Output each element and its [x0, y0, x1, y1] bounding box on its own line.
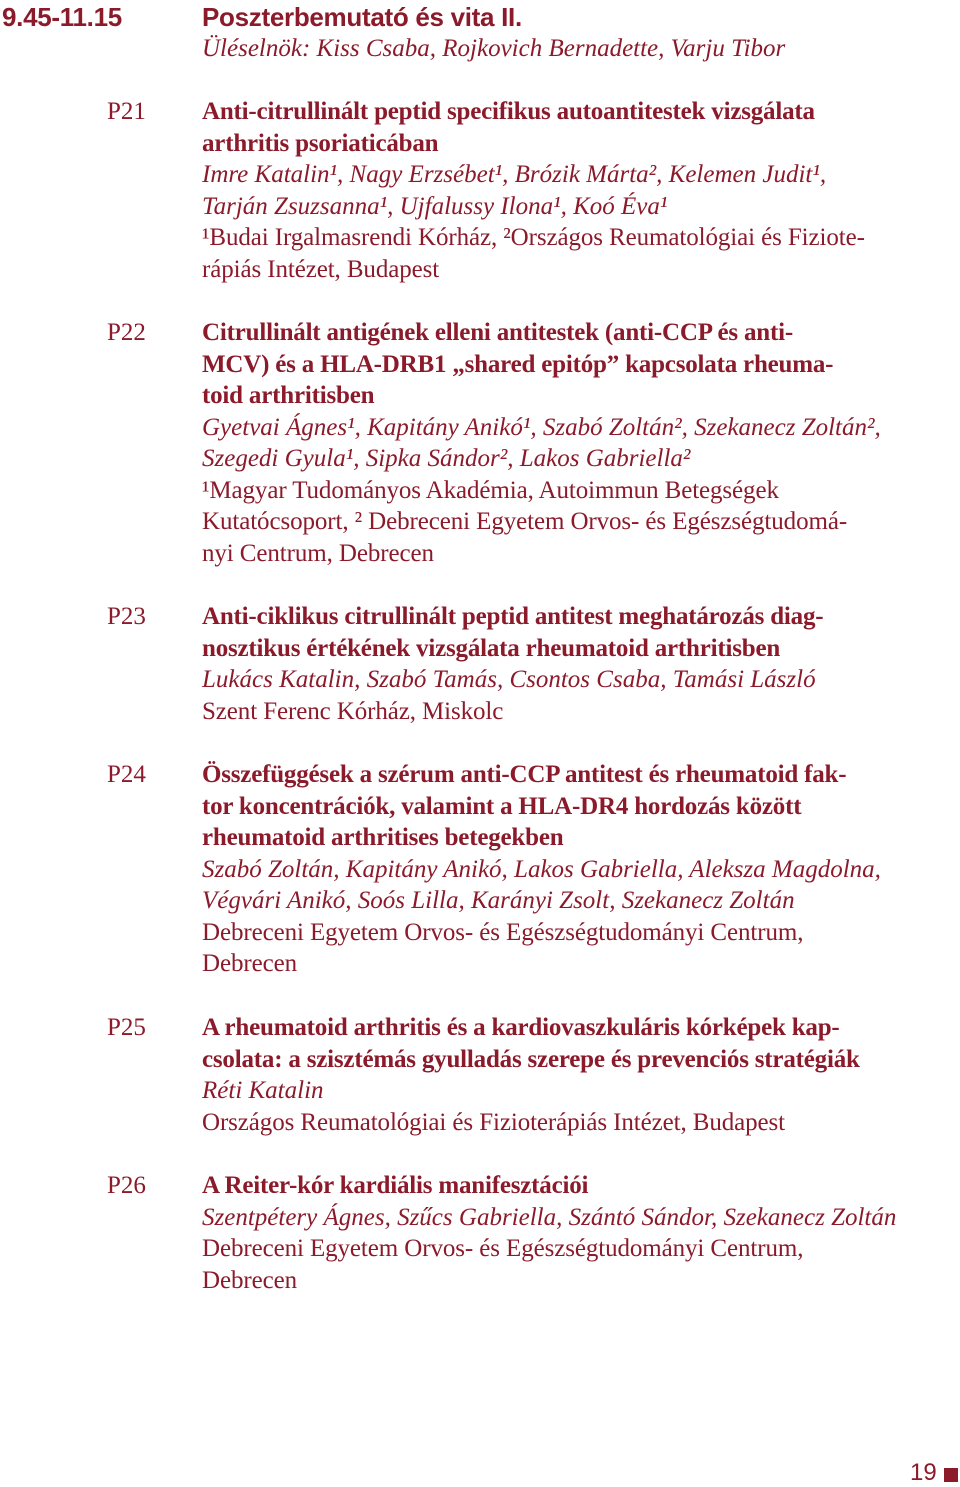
poster-affiliation-line: Szent Ferenc Kórház, Miskolc: [202, 697, 504, 725]
poster-authors-line: Imre Katalin¹, Nagy Erzsébet¹, Brózik Márta², Kelemen Judit¹,: [202, 161, 827, 188]
poster-code: P24: [107, 761, 146, 788]
poster-body: [202, 601, 960, 727]
poster-affiliation-line: nyi Centrum, Debrecen: [202, 539, 434, 567]
poster-affiliation-line: Kutatócsoport, ² Debreceni Egyetem Orvos- és Egészségtudomá-: [202, 508, 848, 535]
session-title: Poszterbemutató és vita II.: [202, 2, 522, 32]
poster-code: P25: [107, 1014, 146, 1041]
poster-body: [202, 759, 960, 980]
poster-title-line: A rheumatoid arthritis és a kardiovaszkuláris kórképek kap-: [202, 1014, 840, 1041]
poster-code: P23: [107, 603, 146, 630]
poster-body: [202, 1170, 960, 1296]
poster-title-line: Citrullinált antigének elleni antitestek (anti-CCP és anti-: [202, 319, 793, 346]
poster-affiliation-line: ¹Budai Irgalmasrendi Kórház, ²Országos Reumatológiai és Fiziote-: [202, 224, 865, 251]
poster-authors-line: Réti Katalin: [202, 1077, 324, 1104]
poster-title-line: csolata: a szisztémás gyulladás szerepe és prevenciós stratégiák: [202, 1045, 860, 1073]
poster-title-line: Anti-citrullinált peptid specifikus autoantitestek vizsgálata: [202, 98, 815, 125]
poster-affiliation-line: Debrecen: [202, 950, 297, 977]
poster-title-line: rheumatoid arthritises betegekben: [202, 824, 564, 851]
session-chairs: Üléselnök: Kiss Csaba, Rojkovich Bernadette, Varju Tibor: [202, 35, 786, 62]
poster-affiliation-line: Debreceni Egyetem Orvos- és Egészségtudományi Centrum,: [202, 918, 804, 946]
page-number-square-icon: [944, 1468, 958, 1482]
page-number: 19: [910, 1459, 937, 1486]
poster-authors-line: Tarján Zsuzsanna¹, Ujfalussy Ilona¹, Koó Éva¹: [202, 192, 668, 220]
poster-affiliation-line: ¹Magyar Tudományos Akadémia, Autoimmun Betegségek: [202, 476, 779, 504]
poster-affiliation-line: Országos Reumatológiai és Fizioterápiás Intézet, Budapest: [202, 1108, 786, 1136]
poster-title-line: toid arthritisben: [202, 382, 375, 409]
poster-code: P22: [107, 319, 146, 346]
poster-title-line: Anti-ciklikus citrullinált peptid antitest meghatározás diag-: [202, 603, 824, 630]
session-time: 9.45-11.15: [2, 2, 122, 32]
poster-authors-line: Szentpétery Ágnes, Szűcs Gabriella, Szántó Sándor, Szekanecz Zoltán: [202, 1203, 897, 1231]
poster-body: [202, 96, 960, 285]
poster-title-line: Összefüggések a szérum anti-CCP antitest és rheumatoid fak-: [202, 761, 847, 788]
poster-body: [202, 317, 960, 569]
poster-authors-line: Lukács Katalin, Szabó Tamás, Csontos Csaba, Tamási László: [202, 666, 816, 693]
poster-authors-line: Gyetvai Ágnes¹, Kapitány Anikó¹, Szabó Zoltán², Szekanecz Zoltán²,: [202, 413, 881, 441]
poster-title-line: nosztikus értékének vizsgálata rheumatoid arthritisben: [202, 634, 781, 662]
poster-title-line: tor koncentrációk, valamint a HLA-DR4 hordozás között: [202, 792, 802, 820]
poster-body: [202, 1012, 960, 1138]
poster-code: P26: [107, 1172, 146, 1199]
poster-title-line: A Reiter-kór kardiális manifesztációi: [202, 1172, 589, 1199]
poster-affiliation-line: Debrecen: [202, 1266, 297, 1294]
poster-authors-line: Szegedi Gyula¹, Sipka Sándor², Lakos Gabriella²: [202, 445, 691, 472]
poster-affiliation-line: rápiás Intézet, Budapest: [202, 255, 440, 283]
poster-code: P21: [107, 98, 146, 125]
poster-authors-line: Szabó Zoltán, Kapitány Anikó, Lakos Gabriella, Aleksza Magdolna,: [202, 855, 881, 883]
poster-title-line: arthritis psoriaticában: [202, 129, 439, 157]
poster-title-line: MCV) és a HLA-DRB1 „shared epitóp” kapcsolata rheuma-: [202, 350, 834, 378]
poster-affiliation-line: Debreceni Egyetem Orvos- és Egészségtudományi Centrum,: [202, 1235, 804, 1262]
poster-authors-line: Végvári Anikó, Soós Lilla, Karányi Zsolt, Szekanecz Zoltán: [202, 887, 795, 914]
